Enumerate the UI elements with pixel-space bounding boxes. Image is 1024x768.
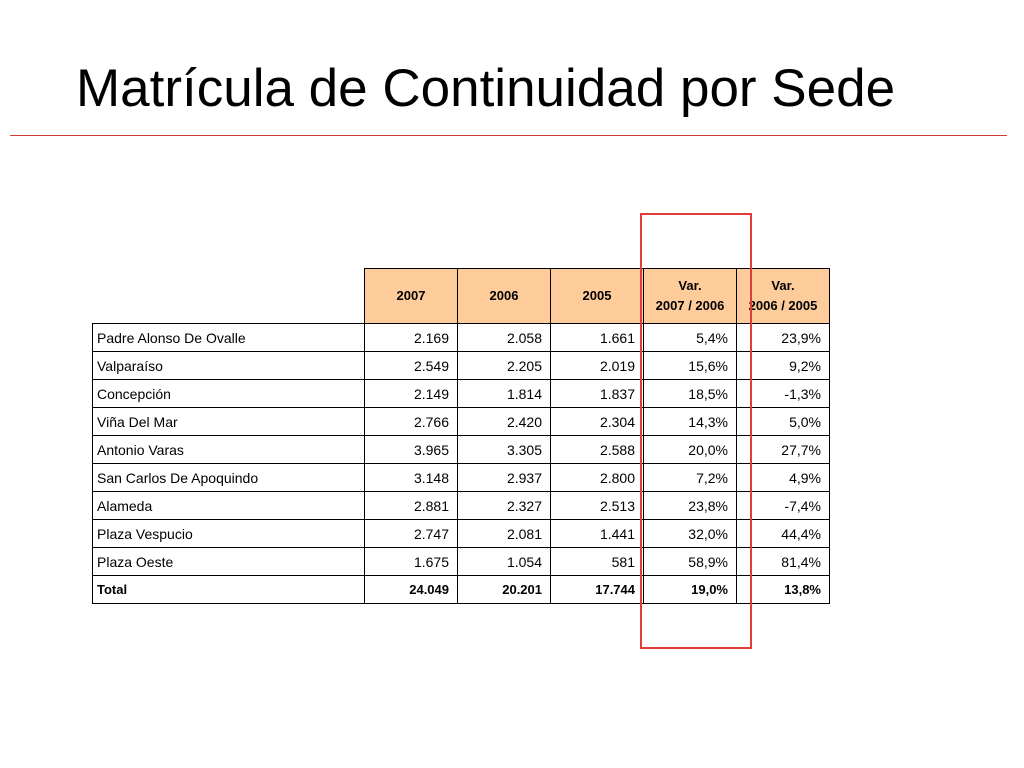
var-2006-2005-cell: 44,4% (737, 520, 830, 548)
title-divider (10, 135, 1007, 136)
value-2006-cell: 2.420 (458, 408, 551, 436)
header-var-period: 2007 / 2006 (655, 298, 725, 313)
value-2007-cell: 3.965 (365, 436, 458, 464)
total-2005: 17.744 (551, 576, 644, 604)
total-var-2006-2005: 13,8% (737, 576, 830, 604)
value-2007-cell: 2.149 (365, 380, 458, 408)
value-2006-cell: 1.814 (458, 380, 551, 408)
table-row (93, 492, 830, 520)
value-2005-cell: 2.588 (551, 436, 644, 464)
total-row (93, 576, 830, 604)
value-2007-cell: 2.881 (365, 492, 458, 520)
var-2006-2005-cell: 9,2% (737, 352, 830, 380)
var-2006-2005-cell: 81,4% (737, 548, 830, 576)
header-var-2007-2006 (644, 269, 737, 324)
value-2007-cell: 3.148 (365, 464, 458, 492)
site-name-cell: Viña Del Mar (93, 408, 365, 436)
table-row (93, 352, 830, 380)
value-2006-cell: 1.054 (458, 548, 551, 576)
header-2007: 2007 (365, 269, 458, 324)
var-2006-2005-cell: -1,3% (737, 380, 830, 408)
var-2007-2006-cell: 32,0% (644, 520, 737, 548)
header-2005: 2005 (551, 269, 644, 324)
value-2006-cell: 2.081 (458, 520, 551, 548)
value-2007-cell: 1.675 (365, 548, 458, 576)
var-2006-2005-cell: -7,4% (737, 492, 830, 520)
var-2006-2005-cell: 5,0% (737, 408, 830, 436)
value-2005-cell: 581 (551, 548, 644, 576)
var-2007-2006-cell: 18,5% (644, 380, 737, 408)
site-name-cell: Plaza Oeste (93, 548, 365, 576)
value-2006-cell: 3.305 (458, 436, 551, 464)
table-row (93, 436, 830, 464)
header-var-2006-2005 (737, 269, 830, 324)
header-var-label: Var. (678, 278, 702, 293)
table-header-row (93, 269, 830, 324)
table-body (93, 324, 830, 576)
table-row (93, 548, 830, 576)
site-name-cell: Plaza Vespucio (93, 520, 365, 548)
enrollment-table (92, 268, 830, 604)
table-row (93, 464, 830, 492)
table-row (93, 324, 830, 352)
value-2005-cell: 1.661 (551, 324, 644, 352)
value-2005-cell: 1.441 (551, 520, 644, 548)
slide-title: Matrícula de Continuidad por Sede (76, 59, 896, 118)
var-2007-2006-cell: 14,3% (644, 408, 737, 436)
var-2007-2006-cell: 58,9% (644, 548, 737, 576)
site-name-cell: Antonio Varas (93, 436, 365, 464)
total-var-2007-2006: 19,0% (644, 576, 737, 604)
site-name-cell: Valparaíso (93, 352, 365, 380)
value-2007-cell: 2.747 (365, 520, 458, 548)
value-2007-cell: 2.549 (365, 352, 458, 380)
var-2006-2005-cell: 27,7% (737, 436, 830, 464)
value-2006-cell: 2.327 (458, 492, 551, 520)
table-row (93, 380, 830, 408)
value-2005-cell: 2.800 (551, 464, 644, 492)
total-2006: 20.201 (458, 576, 551, 604)
var-2006-2005-cell: 23,9% (737, 324, 830, 352)
header-var-label: Var. (771, 278, 795, 293)
site-name-cell: Alameda (93, 492, 365, 520)
value-2005-cell: 2.304 (551, 408, 644, 436)
var-2007-2006-cell: 20,0% (644, 436, 737, 464)
site-name-cell: Padre Alonso De Ovalle (93, 324, 365, 352)
var-2006-2005-cell: 4,9% (737, 464, 830, 492)
value-2006-cell: 2.058 (458, 324, 551, 352)
value-2007-cell: 2.169 (365, 324, 458, 352)
var-2007-2006-cell: 15,6% (644, 352, 737, 380)
total-label: Total (93, 576, 365, 604)
header-var-period: 2006 / 2005 (748, 298, 818, 313)
total-2007: 24.049 (365, 576, 458, 604)
var-2007-2006-cell: 7,2% (644, 464, 737, 492)
value-2005-cell: 2.513 (551, 492, 644, 520)
site-name-cell: San Carlos De Apoquindo (93, 464, 365, 492)
site-name-cell: Concepción (93, 380, 365, 408)
value-2005-cell: 2.019 (551, 352, 644, 380)
var-2007-2006-cell: 5,4% (644, 324, 737, 352)
value-2007-cell: 2.766 (365, 408, 458, 436)
value-2006-cell: 2.937 (458, 464, 551, 492)
header-2006: 2006 (458, 269, 551, 324)
header-blank-cell (93, 269, 365, 324)
value-2006-cell: 2.205 (458, 352, 551, 380)
table-row (93, 408, 830, 436)
var-2007-2006-cell: 23,8% (644, 492, 737, 520)
value-2005-cell: 1.837 (551, 380, 644, 408)
table-row (93, 520, 830, 548)
